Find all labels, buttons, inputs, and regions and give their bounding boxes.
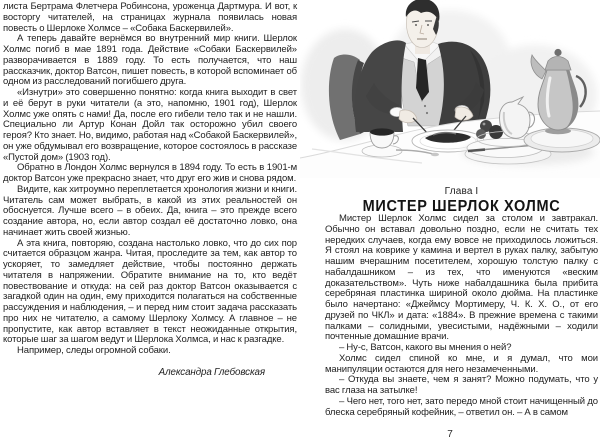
chapter-title: МИСТЕР ШЕРЛОК ХОЛМС xyxy=(362,198,561,216)
chapter-label: Глава I xyxy=(444,186,479,197)
translator-signature: Александра Глебовская xyxy=(158,366,265,378)
left-paragraphs xyxy=(3,2,297,357)
paragraph: Видите, как хитроумно переплетается хронология жизни и книги. Читатель сам может выбрать, в какой из этих реальностей он обоснуется. Лучше всего – в обеих. Да, книга – это прежде всего создание автора, но, если автор создал её достаточно ловко, она начинает жить своей жизнью. xyxy=(3,183,297,238)
paragraph: листа Бертрама Флетчера Робинсона, уроженца Дартмура. И вот, к восторгу читателей, на страницах журнала появилась новая повесть о Шерлоке Холмсе – «Собака Баскервилей». xyxy=(3,1,297,34)
page-number: 7 xyxy=(447,429,453,440)
right-paragraphs xyxy=(325,214,598,418)
paragraph: Мистер Шерлок Холмс сидел за столом и завтракал. Обычно он вставал довольно поздно, если не считать тех нередких случаев, когда ему вовсе не приходилось ложиться. Я стоял на коврике у камина и вертел в руках палку, забытую нашим вчерашним посетителем, хорошую толстую палку с набалдашником – из тех, что именуются «веским доказательством». Чуть ниже набалдашника была прибита серебряная пластинка шириной около дюйма. На пластинке было начертано: «Джеймсу Мортимеру, Ч. К. Х. О., от его друзей по ЧКЛ» и дата: «1884». В прежние времена с такими палками – солидными, увесистыми, надёжными – ходили почтенные домашние врачи. xyxy=(325,213,598,343)
paragraph: Обратно в Лондон Холмс вернулся в 1894 году. То есть в 1901-м доктор Ватсон уже прекрасно знает, что друг его жив и снова рядом. xyxy=(3,162,297,184)
paragraph: Холмс сидел спиной ко мне, и я думал, что мои манипуляции остаются для него незамеченными. xyxy=(325,352,598,375)
left-text-column xyxy=(3,2,297,379)
paragraph: – Чего нет, того нет, зато передо мной стоит начищенный до блеска серебряный кофейник, – ответил он. – А в самом xyxy=(325,395,598,418)
paragraph: А эта книга, повторяю, создана настолько ловко, что до сих пор считается образцом жанра. Читая, проследите за тем, как автор то ускоряет, то замедляет действие, чтобы постоянно держать читателя в напряжении. Обратите внимание на то, кто ведёт повествование и откуда: на сей раз доктор Ватсон оказывается с загадкой один на один, ему приходится полагаться на собственные рассуждения и наблюдения, – и перед ним стоит задача рассказать про них не читателю, а самому Шерлоку Холмсу. А главное – не пропустите, как автор вставляет в текст неожиданные открытия, которые шаг за шагом ведут и Шерлока Холмса, и нас к разгадке. xyxy=(3,237,297,346)
breakfast-illustration xyxy=(300,0,600,178)
paragraph: – Ну-с, Ватсон, какого вы мнения о ней? xyxy=(339,342,512,353)
paragraph: А теперь давайте вернёмся во внутренний мир книги. Шерлок Холмс погиб в мае 1891 года. Действие «Собаки Баскервилей» разворачивается в 1889 году. То есть получается, что наш рассказчик, доктор Ватсон, пишет повесть, в которой вспоминает об одном из расследований погибшего друга. xyxy=(3,33,297,88)
paragraph: «Изнутри» это совершенно понятно: когда книга выходит в свет и её берут в руки читатели (а это, напомню, 1901 год), Шерлок Холмс уже опять с нами! Да, после его гибели тело так и не нашли. Специально ли Артур Конан Дойл так осторожно убил своего героя? Кто знает. Но, видимо, работая над «Собакой Баскервилей», он уже обдумывал его возвращение, которое состоялось в рассказе «Пустой дом» (1903 год). xyxy=(3,87,297,163)
right-text-column xyxy=(325,186,598,418)
paragraph: Например, следы огромной собаки. xyxy=(17,345,171,356)
paragraph: – Откуда вы знаете, чем я занят? Можно подумать, что у вас глаза на затылке! xyxy=(325,374,598,396)
